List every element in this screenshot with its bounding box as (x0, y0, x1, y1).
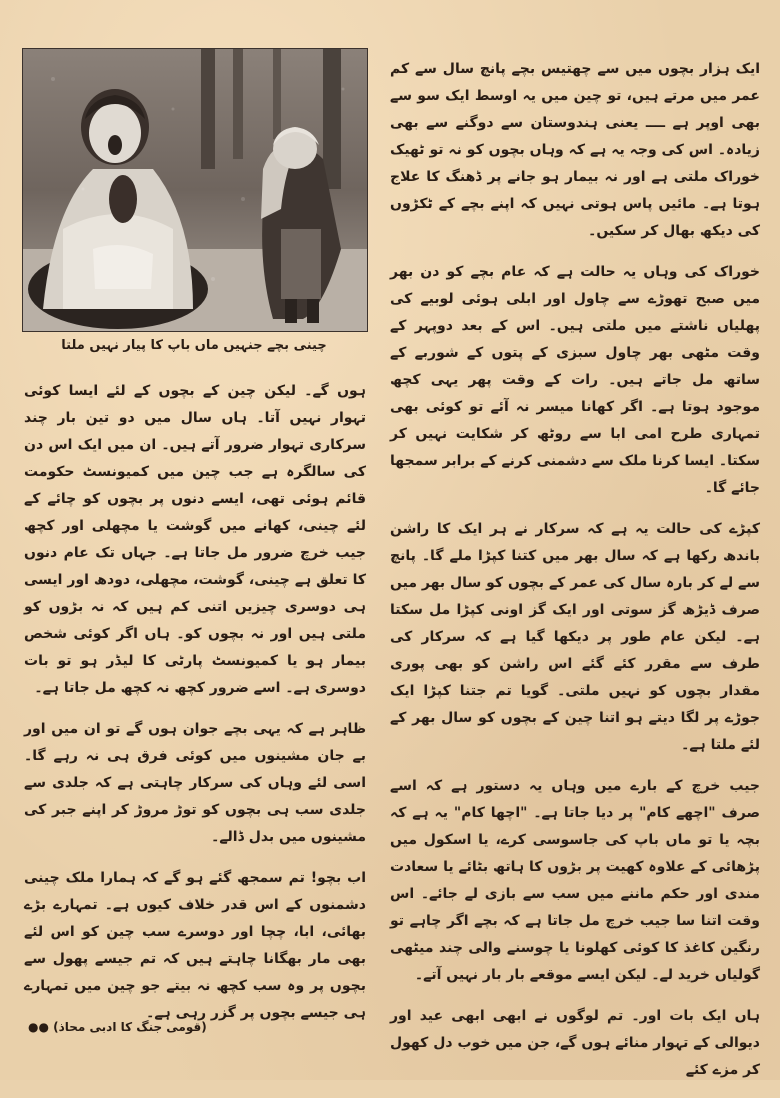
paragraph: جیب خرچ کے بارے میں وہاں یہ دستور ہے کہ اسے صرف "اچھے کام" پر دیا جاتا ہے۔ "اچھا کام" یہ ہے کہ بچہ یا تو ماں باپ کی جاسوسی کرے، یا اسکول میں پڑھائی کے علاوہ کھیت پر بڑوں کا ہاتھ بٹائے یا سعادت مندی اور حکم ماننے میں سب سے بازی لے جائے۔ اس وقت اتنا سا جیب خرچ مل جاتا ہے کہ بچے اگر چاہے تو رنگین کاغذ کا کوئی کھلونا یا چوسنے والی چند میٹھی گولیاں خرید لے۔ لیکن ایسے موقعے بار بار نہیں آتے۔ (390, 778, 760, 983)
article-column-right (390, 56, 760, 1098)
paragraph: ایک ہزار بچوں میں سے چھتیس بچے پانچ سال سے کم عمر میں مرتے ہیں، تو چین میں یہ اوسط ایک سو سے بھی اوپر ہے ــــ یعنی ہندوستان سے دوگنے سے بھی زیادہ۔ اس کی وجہ یہ ہے کہ وہاں بچوں کو نہ تو ٹھیک خوراک ملتی ہے اور نہ بیمار ہو جانے پر ڈھنگ کا علاج ہوتا ہے۔ مائیں پاس ہوتی نہیں کہ اپنے بچے کے ٹکڑوں کی دیکھ بھال کر سکیں۔ (390, 61, 760, 239)
paragraph: خوراک کی وہاں یہ حالت ہے کہ عام بچے کو دن بھر میں صبح تھوڑے سے چاول اور ابلی ہوئی لوبیے کی پھلیاں ناشتے میں ملتی ہیں۔ اس کے بعد دوپہر کے وقت مٹھی بھر چاول سبزی کے پتوں کے شوربے کے ساتھ مل جاتے ہیں۔ رات کے وقت پھر یہی کچھ موجود ہوتا ہے۔ اگر کھانا میسر نہ آئے تو کوئی بھی تمہاری طرح امی ابا سے روٹھ کر شکایت نہیں کر سکتا۔ ایسا کرنا ملک سے دشمنی کرنے کے برابر سمجھا جائے گا۔ (390, 264, 760, 496)
source-credit: (قومی جنگ کا ادبی محاذ) ●● (28, 1020, 207, 1034)
paragraph: ظاہر ہے کہ یہی بچے جوان ہوں گے تو ان میں اور بے جان مشینوں میں کوئی فرق ہی نہ رہے گا۔ اسی لئے وہاں کی سرکار چاہتی ہے کہ جلدی سے جلدی سب ہی بچوں کو توڑ مروڑ کر اپنے جبر کی مشینوں میں بدل ڈالے۔ (24, 721, 366, 845)
paragraph: ہاں ایک بات اور۔ تم لوگوں نے ابھی ابھی عید اور دیوالی کے تہوار منائے ہوں گے، جن میں خوب دل کھول کر مزے کئے (390, 1008, 760, 1078)
photo-children-crying (22, 48, 368, 332)
paragraph: ہوں گے۔ لیکن چین کے بچوں کے لئے ایسا کوئی تہوار نہیں آتا۔ ہاں سال میں دو تین بار چند سرکاری تہوار ضرور آتے ہیں۔ ان میں ایک اس دن کی سالگرہ ہے جب چین میں کمیونسٹ حکومت قائم ہوئی تھی، ایسے دنوں پر بچوں کو چائے کے لئے چینی، کھانے میں گوشت یا مچھلی اور کچھ جیب خرچ ضرور مل جاتا ہے۔ جہاں تک عام دنوں کا تعلق ہے چینی، گوشت، مچھلی، دودھ اور ایسی ہی دوسری چیزیں اتنی کم ہیں کہ نہ بڑوں کو ملتی ہیں اور نہ بچوں کو۔ ہاں اگر کوئی شخص بیمار ہو یا کمیونسٹ پارٹی کا لیڈر ہو تو بات دوسری ہے۔ اسے ضرور کچھ نہ کچھ مل جاتا ہے۔ (24, 383, 366, 696)
article-column-left (24, 378, 366, 1041)
photo-caption: چینی بچے جنہیں ماں باپ کا پیار نہیں ملتا (61, 338, 327, 353)
paragraph: اب بچو! تم سمجھ گئے ہو گے کہ ہمارا ملک چینی دشمنوں کے اس قدر خلاف کیوں ہے۔ تمہارے بڑے بھائی، ابا، چچا اور دوسرے سب چین کو اس لئے بھی مار بھگانا چاہتے ہیں کہ تم جیسے پھول سے بچوں پر وہ سب کچھ نہ بیتے جو چین میں تمہارے ہی جیسے بچوں پر گزر رہی ہے۔ (24, 870, 366, 1021)
photo-children-crying-icon (23, 49, 367, 331)
paragraph: کپڑے کی حالت یہ ہے کہ سرکار نے ہر ایک کا راشن باندھ رکھا ہے کہ سال بھر میں کتنا کپڑا ملے گا۔ پانچ سے لے کر بارہ سال کی عمر کے بچوں کو سال بھر میں صرف ڈیڑھ گز سوتی اور ایک گز اونی کپڑا مل سکتا ہے۔ لیکن عام طور پر دیکھا گیا ہے کہ سرکار کی طرف سے مقرر کئے گئے اس راشن کو بھی پوری مقدار بچوں کو نہیں ملتی۔ گویا تم جتنا کپڑا ایک جوڑے پر لگا دیتے ہو اتنا چین کے بچوں کو سال بھر کے لئے ملتا ہے۔ (390, 521, 760, 753)
